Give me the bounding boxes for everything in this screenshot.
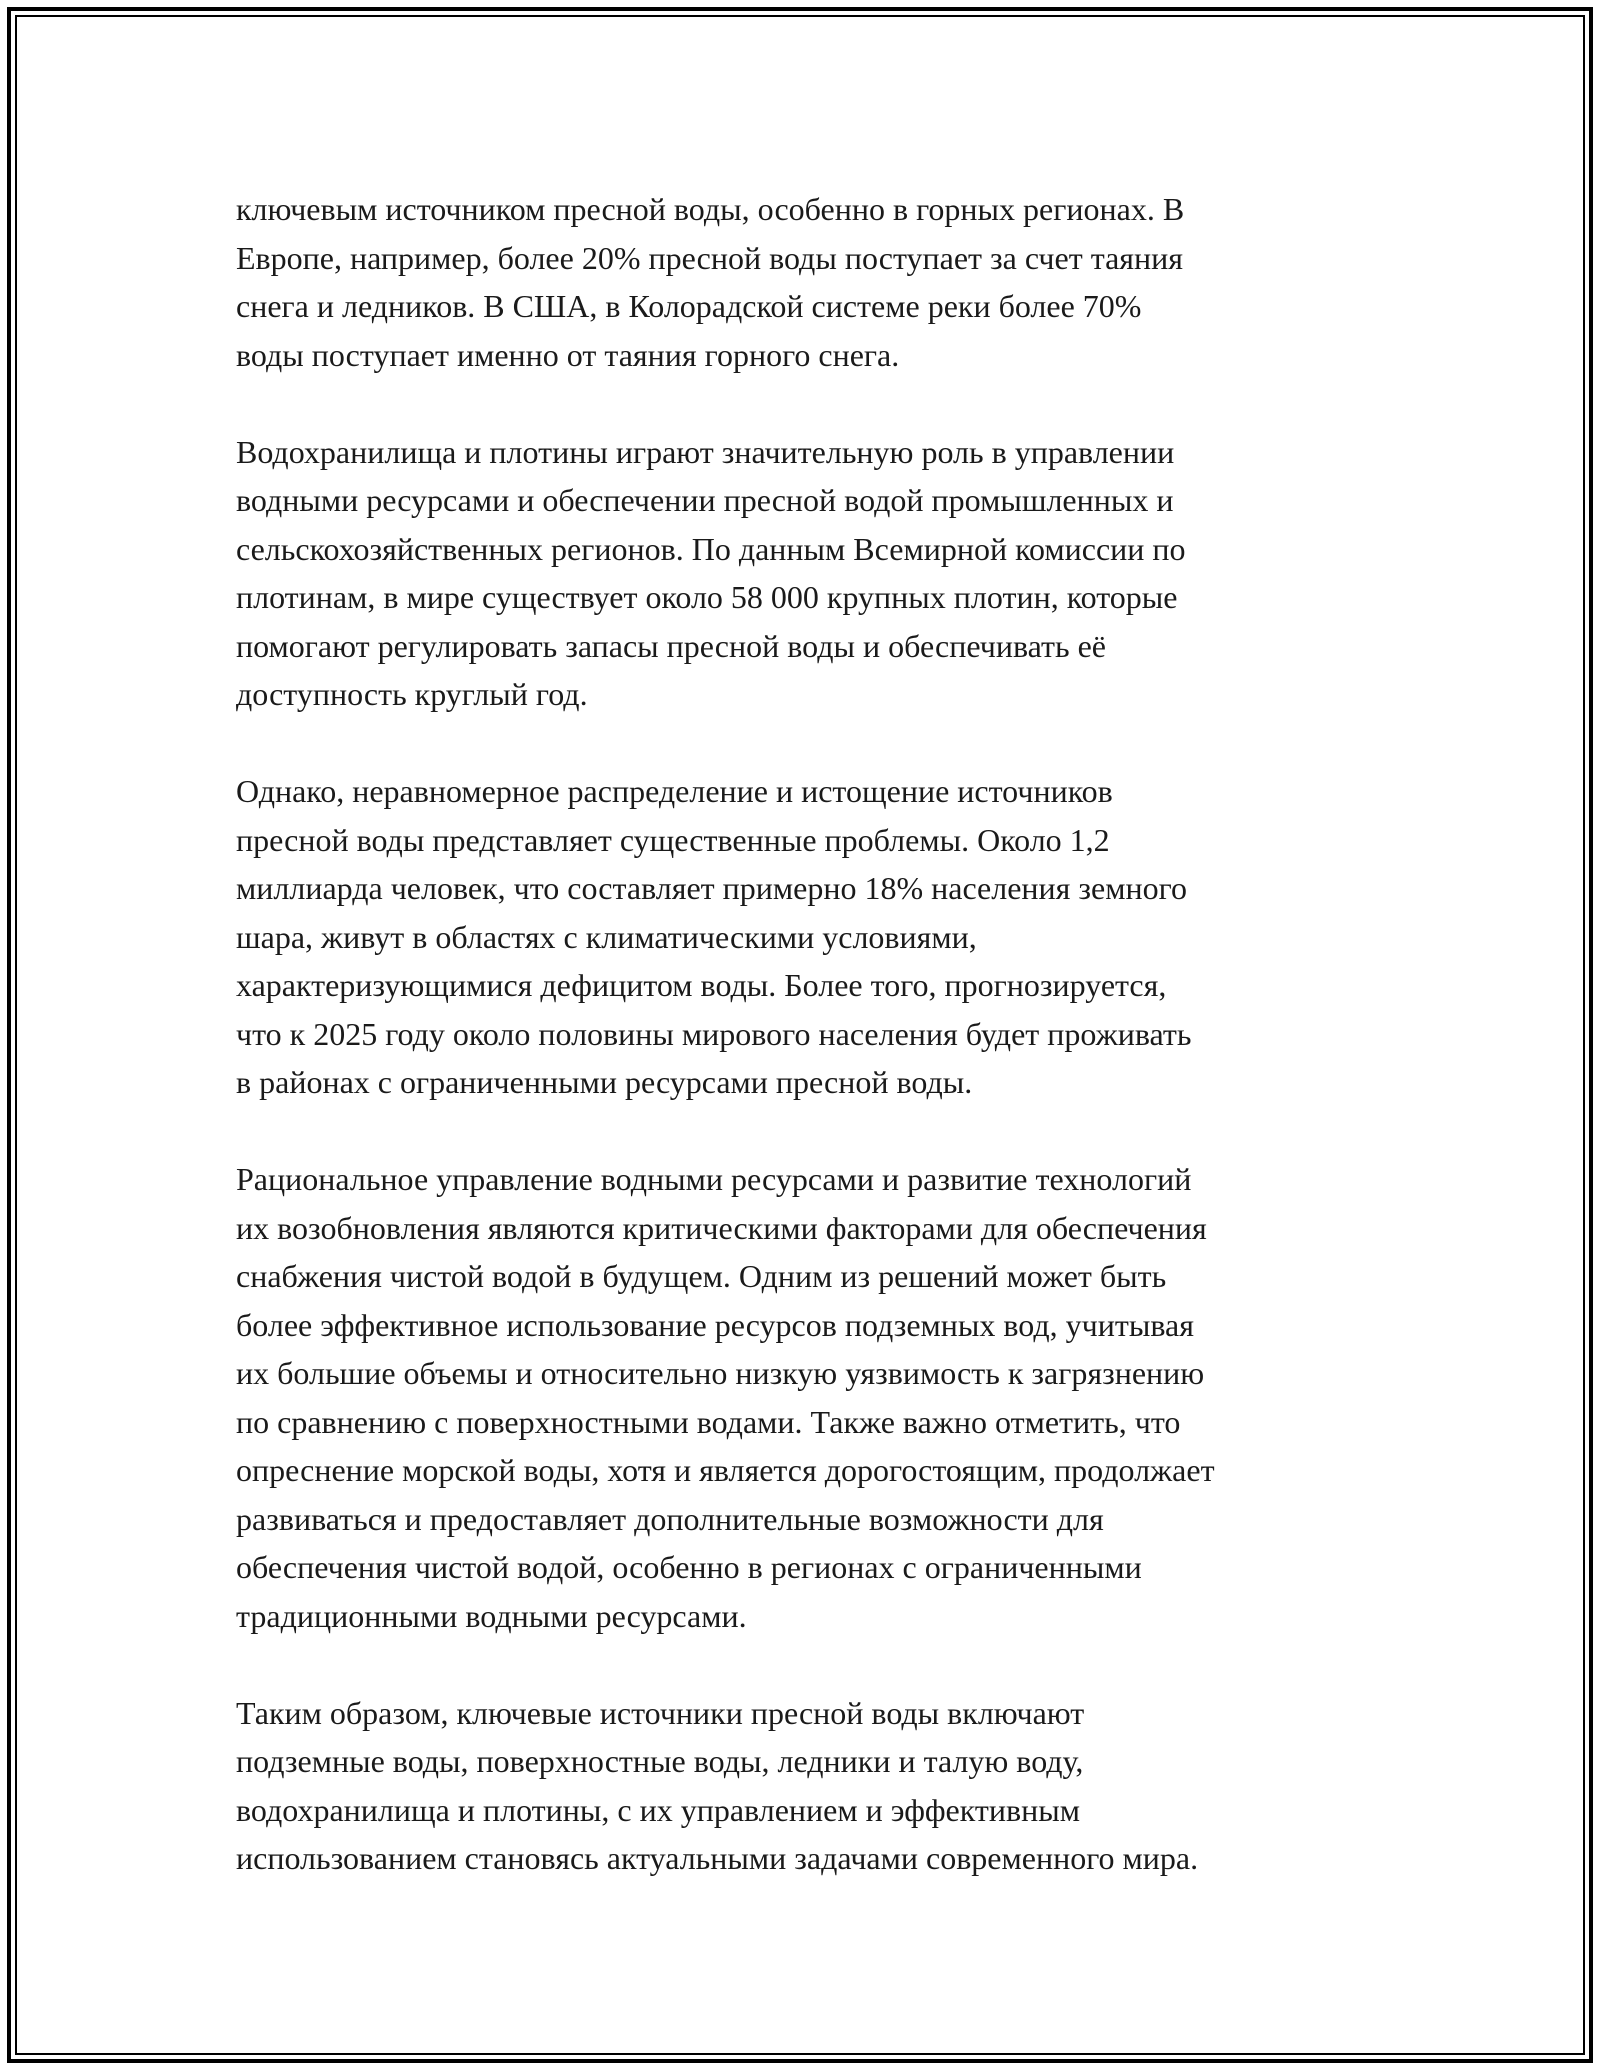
- text-line: Европе, например, более 20% пресной воды поступает за счет таяния: [236, 239, 1183, 276]
- text-line: опреснение морской воды, хотя и является дорогостоящим, продолжает: [236, 1452, 1215, 1488]
- text-line: Рациональное управление водными ресурсами и развитие технологий: [236, 1161, 1192, 1197]
- text-line: использованием становясь актуальными задачами современного мира.: [236, 1840, 1199, 1876]
- text-line: водохранилища и плотины, с их управлением и эффективным: [236, 1791, 1080, 1828]
- paragraph-reservoirs: [236, 428, 1366, 719]
- text-line: шара, живут в областях с климатическими условиями,: [236, 918, 977, 955]
- text-line: обеспечения чистой водой, особенно в регионах с ограниченными: [236, 1549, 1142, 1585]
- text-line: воды поступает именно от таяния горного снега.: [236, 336, 900, 373]
- text-line: их большие объемы и относительно низкую уязвимость к загрязнению: [236, 1355, 1205, 1391]
- paragraph-management: [236, 1155, 1366, 1640]
- text-line: помогают регулировать запасы пресной воды и обеспечивать её: [236, 627, 1106, 664]
- text-line: в районах с ограниченными ресурсами пресной воды.: [236, 1064, 973, 1100]
- text-line: водными ресурсами и обеспечении пресной водой промышленных и: [236, 482, 1174, 518]
- text-line: Однако, неравномерное распределение и истощение источников: [236, 773, 1113, 809]
- text-line: пресной воды представляет существенные проблемы. Около 1,2: [236, 821, 1110, 858]
- paragraph-meltwater: [236, 185, 1366, 379]
- text-line: традиционными водными ресурсами.: [236, 1597, 747, 1634]
- text-line: по сравнению с поверхностными водами. Также важно отметить, что: [236, 1403, 1181, 1440]
- text-line: их возобновления являются критическими факторами для обеспечения: [236, 1209, 1207, 1246]
- text-line: более эффективное использование ресурсов подземных вод, учитывая: [236, 1306, 1194, 1343]
- paragraph-conclusion: [236, 1689, 1366, 1883]
- document-body: [236, 185, 1366, 1931]
- text-line: плотинам, в мире существует около 58 000 крупных плотин, которые: [236, 579, 1178, 615]
- text-line: снега и ледников. В США, в Колорадской системе реки более 70%: [236, 288, 1142, 324]
- text-line: Водохранилища и плотины играют значительную роль в управлении: [236, 433, 1175, 470]
- text-line: сельскохозяйственных регионов. По данным Всемирной комиссии по: [236, 530, 1186, 567]
- text-line: доступность круглый год.: [236, 676, 588, 712]
- text-line: Таким образом, ключевые источники пресной воды включают: [236, 1694, 1085, 1731]
- paragraph-scarcity: [236, 767, 1366, 1107]
- text-line: подземные воды, поверхностные воды, ледники и талую воду,: [236, 1743, 1084, 1779]
- text-line: развиваться и предоставляет дополнительные возможности для: [236, 1500, 1104, 1537]
- text-line: ключевым источником пресной воды, особенно в горных регионах. В: [236, 191, 1185, 227]
- text-line: характеризующимися дефицитом воды. Более того, прогнозируется,: [236, 967, 1167, 1003]
- text-line: снабжения чистой водой в будущем. Одним из решений может быть: [236, 1258, 1167, 1294]
- text-line: что к 2025 году около половины мирового населения будет проживать: [236, 1015, 1192, 1052]
- text-line: миллиарда человек, что составляет примерно 18% населения земного: [236, 870, 1187, 906]
